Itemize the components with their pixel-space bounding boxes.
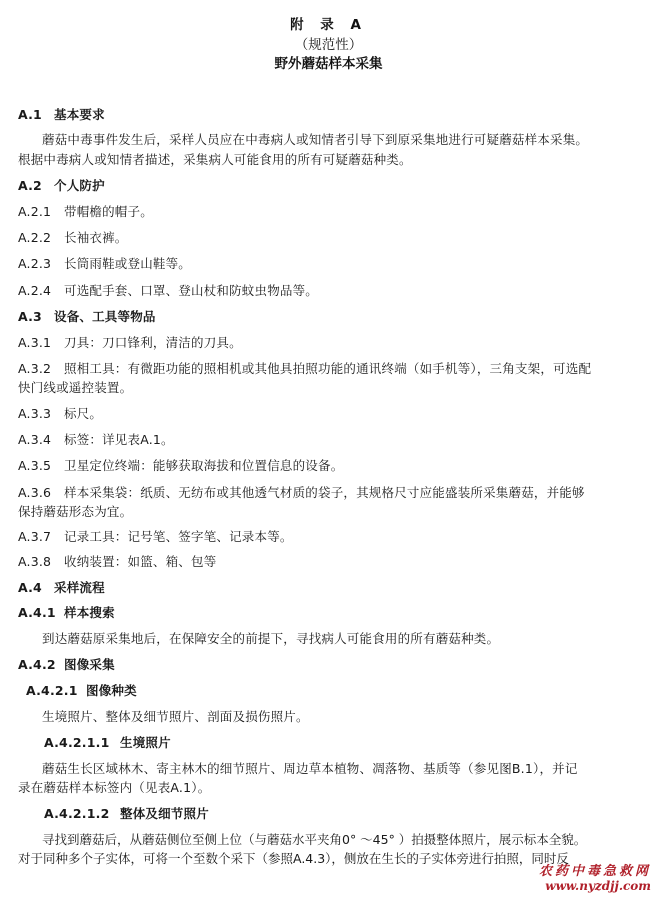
clause-number: A.2.1 — [18, 204, 52, 219]
clause-a3-5 — [18, 456, 644, 476]
clause-a3-7 — [18, 527, 644, 547]
paragraph: 录在蘑菇样本标签内（见表A.1）。 — [18, 780, 211, 795]
section-title: 设备、工具等物品 — [54, 309, 156, 324]
section-title: 图像种类 — [86, 683, 137, 698]
section-a4-2-1-heading — [26, 681, 652, 701]
paragraph: 根据中毒病人或知情者描述，采集病人可能食用的所有可疑蘑菇种类。 — [18, 152, 412, 167]
section-a4-1-heading — [18, 603, 644, 623]
watermark-name: 农药中毒急救网 — [538, 864, 651, 879]
section-a4-heading — [18, 578, 644, 598]
clause-text: 长袖衣裤。 — [64, 230, 128, 245]
section-a4-2-1-1-heading — [44, 733, 657, 753]
clause-text: 标签：详见表A.1。 — [64, 432, 174, 447]
paragraph: 对于同种多个子实体，可将一个至数个采下（参照A.4.3），侧放在生长的子实体旁进行拍照，同时反 — [18, 851, 569, 866]
clause-number: A.3.4 — [18, 432, 52, 447]
section-a1-heading — [18, 105, 644, 125]
clause-a2-1 — [18, 202, 644, 222]
clause-a2-2 — [18, 228, 644, 248]
section-number: A.4.2.1.1 — [44, 735, 110, 750]
clause-continuation: 快门线或遥控装置。 — [18, 380, 133, 395]
section-number: A.1 — [18, 107, 42, 122]
clause-text: 刀具：刀口锋利，清洁的刀具。 — [64, 335, 242, 350]
section-title: 样本搜索 — [64, 605, 115, 620]
watermark-url: www.nyzdjj.com — [545, 879, 651, 893]
clause-a3-3 — [18, 404, 644, 424]
section-number: A.3 — [18, 309, 42, 324]
clause-number: A.2.4 — [18, 283, 52, 298]
clause-number: A.3.1 — [18, 335, 52, 350]
section-a4-2-heading — [18, 655, 644, 675]
paragraph: 生境照片、整体及细节照片、剖面及损伤照片。 — [42, 709, 309, 724]
clause-text: 带帽檐的帽子。 — [64, 204, 153, 219]
appendix-title: 野外蘑菇样本采集 — [274, 56, 383, 72]
clause-text: 样本采集袋：纸质、无纺布或其他透气材质的袋子，其规格尺寸应能盛装所采集蘑菇，并能够 — [64, 485, 585, 500]
site-watermark — [539, 865, 651, 893]
clause-a3-1 — [18, 333, 644, 353]
clause-number: A.2.2 — [18, 230, 52, 245]
section-title: 采样流程 — [54, 580, 105, 595]
paragraph: 蘑菇生长区域林木、寄主林木的细节照片、周边草本植物、凋落物、基质等（参见图B.1），并记 — [42, 761, 578, 776]
clause-number: A.3.2 — [18, 361, 52, 376]
clause-continuation: 保持蘑菇形态为宜。 — [18, 504, 133, 519]
section-a3-heading — [18, 307, 644, 327]
clause-text: 可选配手套、口罩、登山杖和防蚊虫物品等。 — [64, 283, 319, 298]
section-number: A.4.2 — [18, 657, 56, 672]
clause-a3-8 — [18, 552, 644, 572]
clause-text: 收纳装置：如篮、箱、包等 — [64, 554, 217, 569]
clause-text: 标尺。 — [64, 406, 103, 421]
clause-text: 卫星定位终端：能够获取海拔和位置信息的设备。 — [64, 458, 344, 473]
section-number: A.4.2.1.2 — [44, 806, 110, 821]
section-number: A.4.2.1 — [26, 683, 78, 698]
clause-a3-4 — [18, 430, 644, 450]
clause-text: 照相工具：有微距功能的照相机或其他具拍照功能的通讯终端（如手机等），三角支架，可选配 — [64, 361, 592, 376]
section-number: A.2 — [18, 178, 42, 193]
section-a4-2-1-2-heading — [44, 804, 657, 824]
paragraph: 寻找到蘑菇后，从蘑菇侧位至侧上位（与蘑菇水平夹角0° ～45° ）拍摄整体照片，展示标本全貌。 — [42, 832, 587, 847]
paragraph: 到达蘑菇原采集地后，在保障安全的前提下，寻找病人可能食用的所有蘑菇种类。 — [42, 631, 500, 646]
clause-number: A.3.7 — [18, 529, 52, 544]
clause-number: A.3.3 — [18, 406, 52, 421]
section-title: 图像采集 — [64, 657, 115, 672]
section-title: 整体及细节照片 — [120, 806, 209, 821]
clause-text: 长筒雨鞋或登山鞋等。 — [64, 256, 192, 271]
clause-a2-3 — [18, 254, 644, 274]
clause-number: A.2.3 — [18, 256, 52, 271]
clause-number: A.3.8 — [18, 554, 52, 569]
section-number: A.4.1 — [18, 605, 56, 620]
section-a2-heading — [18, 176, 644, 196]
paragraph: 蘑菇中毒事件发生后，采样人员应在中毒病人或知情者引导下到原采集地进行可疑蘑菇样本采集。 — [42, 132, 589, 147]
clause-a3-2 — [18, 359, 644, 379]
section-number: A.4 — [18, 580, 42, 595]
appendix-type: （规范性） — [294, 37, 363, 53]
clause-a3-6 — [18, 483, 644, 503]
section-title: 生境照片 — [120, 735, 171, 750]
section-title: 个人防护 — [54, 178, 105, 193]
section-title: 基本要求 — [54, 107, 105, 122]
clause-number: A.3.6 — [18, 485, 52, 500]
clause-number: A.3.5 — [18, 458, 52, 473]
clause-a2-4 — [18, 281, 644, 301]
clause-text: 记录工具：记号笔、签字笔、记录本等。 — [64, 529, 293, 544]
appendix-label: 附 录 A — [290, 17, 367, 33]
